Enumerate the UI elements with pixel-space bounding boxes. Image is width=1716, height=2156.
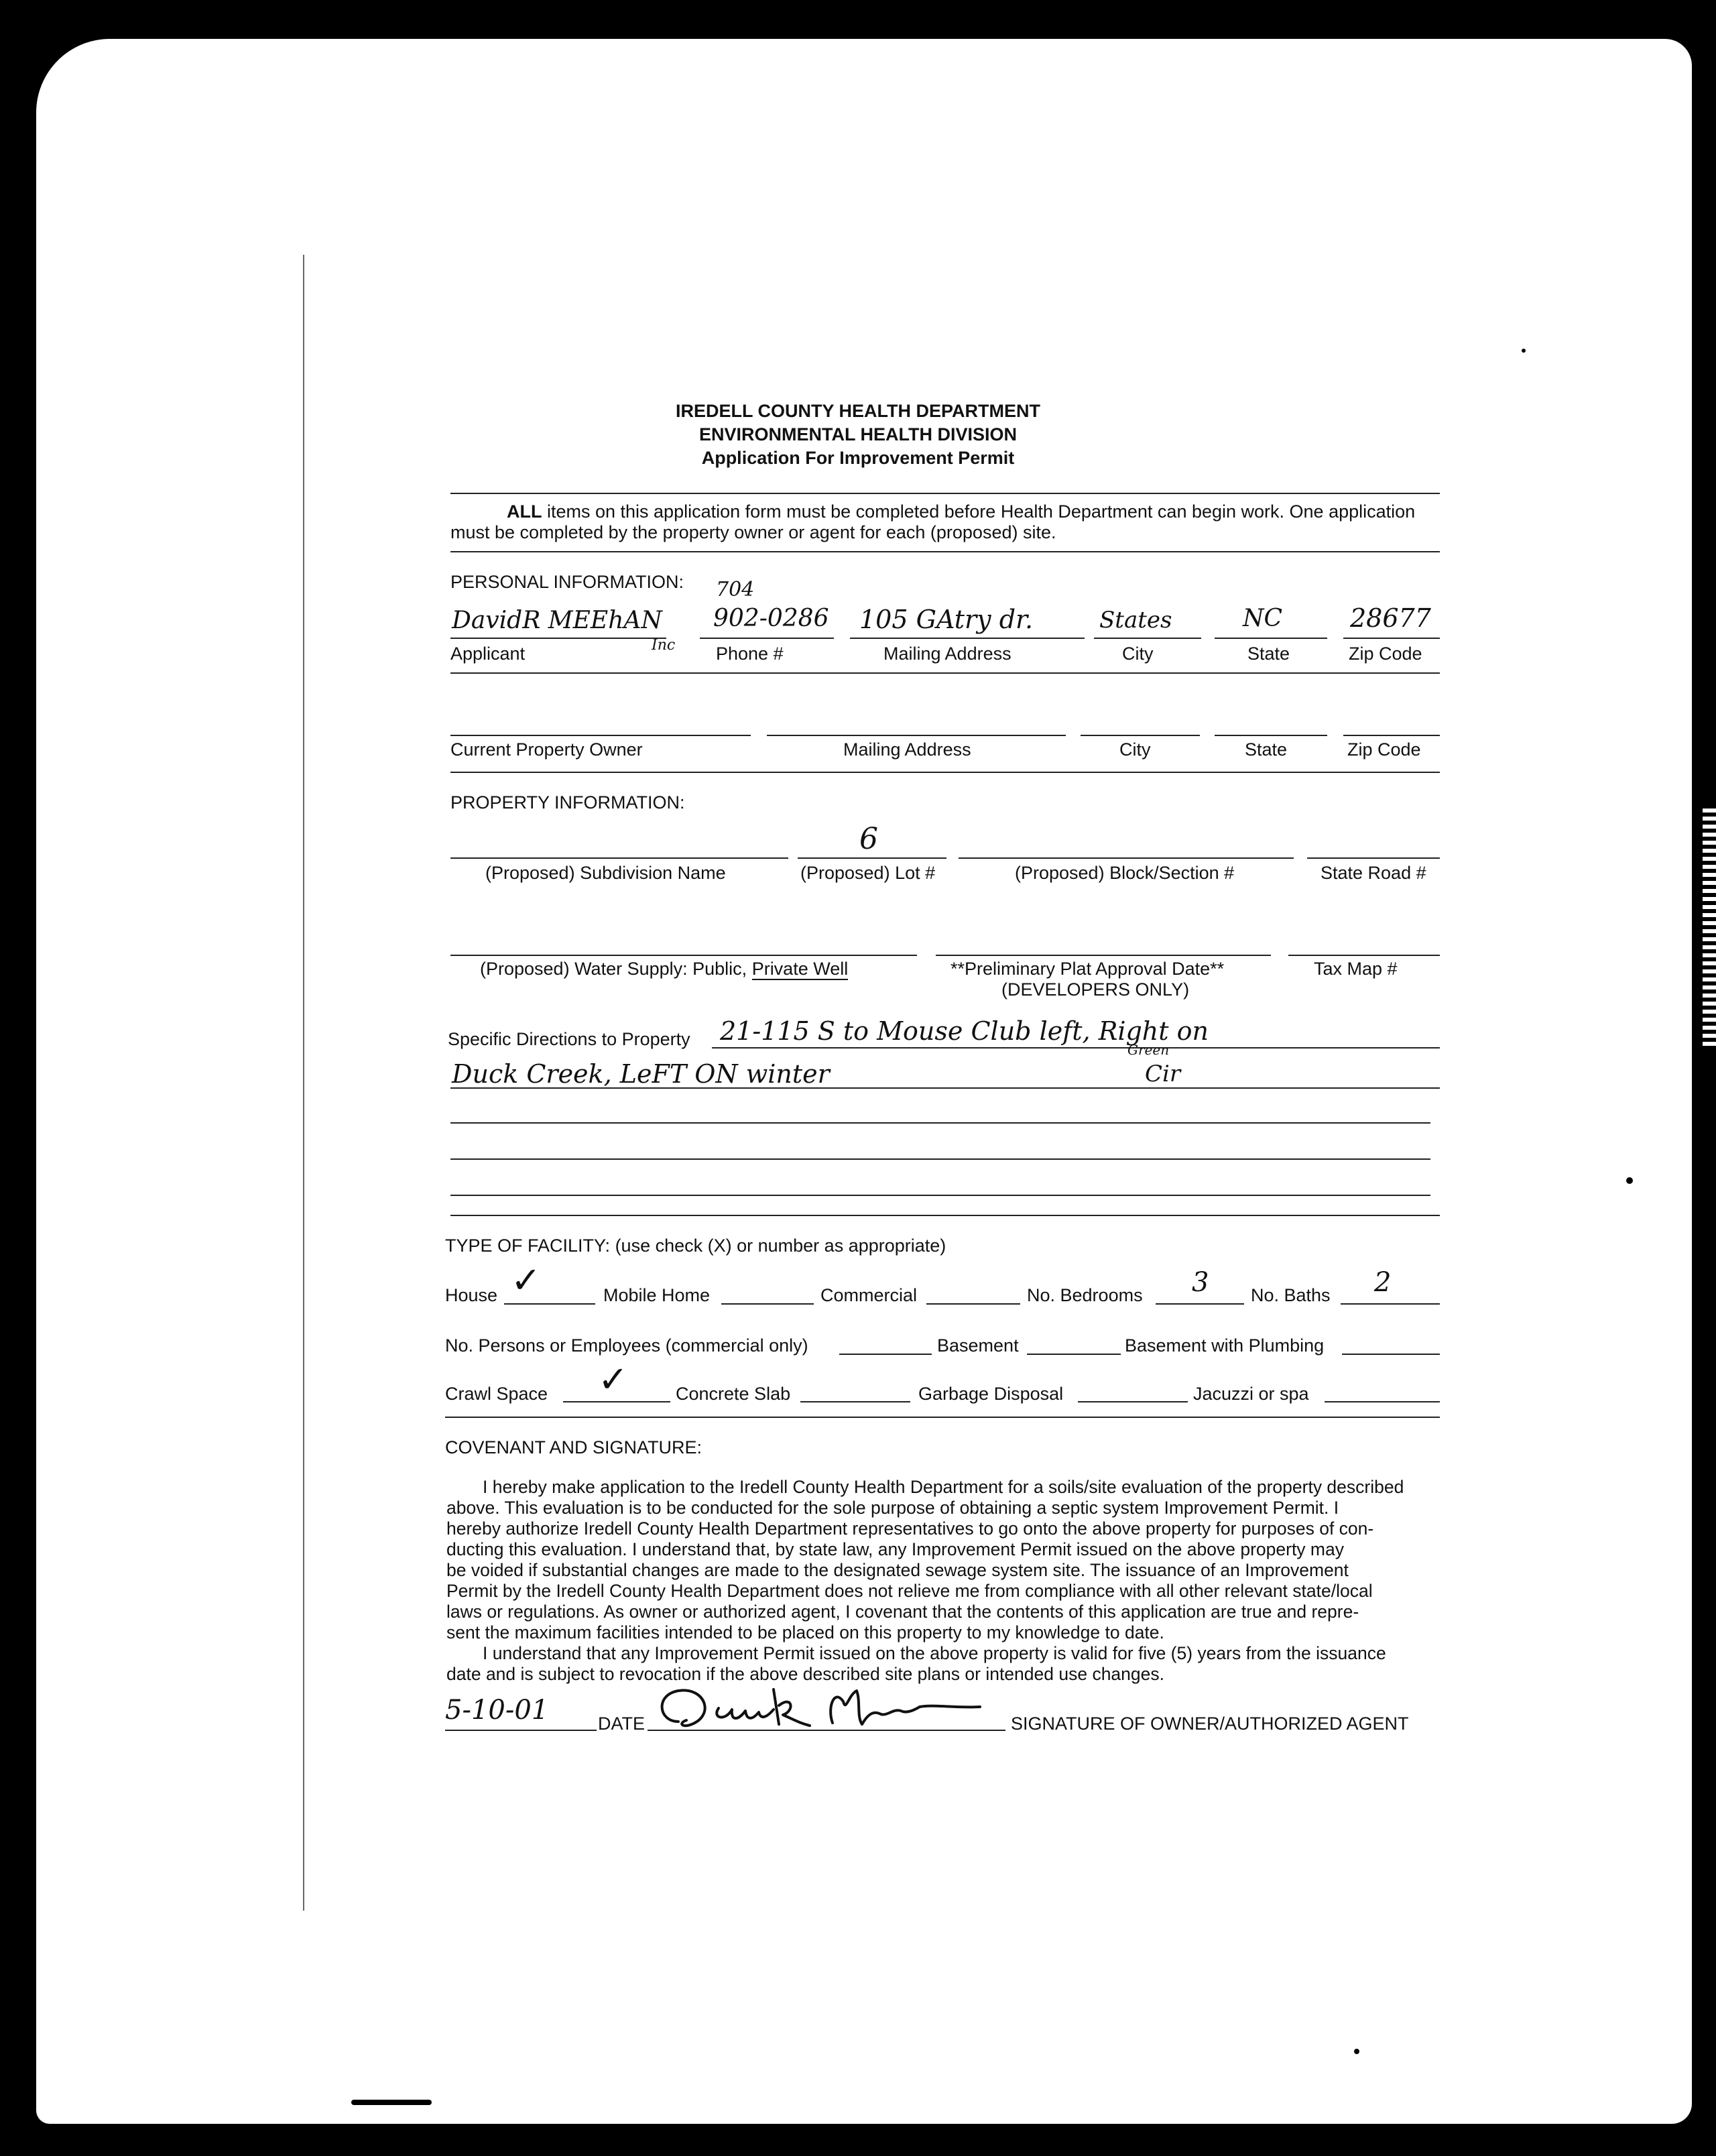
lot-value: 6 bbox=[859, 822, 878, 856]
intro-bold: ALL bbox=[507, 501, 542, 522]
garbage-disposal-underline bbox=[1078, 1401, 1188, 1402]
directions-underline-6 bbox=[450, 1215, 1440, 1216]
owner-row-rule bbox=[450, 772, 1440, 773]
mobile-home-underline bbox=[721, 1303, 814, 1305]
jacuzzi-underline bbox=[1325, 1401, 1440, 1402]
directions-underline-1 bbox=[712, 1047, 1440, 1049]
date-underline bbox=[445, 1730, 597, 1731]
owner-signature bbox=[652, 1681, 987, 1738]
covenant-paragraph-line-8: sent the maximum facilities intended to be placed on this property to my knowledge to date. bbox=[446, 1622, 1164, 1642]
phone-label: Phone # bbox=[716, 644, 784, 664]
subdivision-label: (Proposed) Subdivision Name bbox=[485, 863, 726, 883]
block-underline bbox=[959, 857, 1294, 859]
form-title-line-1: IREDELL COUNTY HEALTH DEPARTMENT bbox=[675, 401, 1040, 421]
state-value: NC bbox=[1243, 605, 1283, 632]
baths-label: No. Baths bbox=[1251, 1285, 1331, 1305]
water-supply-private-well: Private Well bbox=[751, 959, 849, 979]
directions-line-2: Duck Creek, LeFT ON winter bbox=[452, 1059, 830, 1089]
tax-map-underline bbox=[1288, 955, 1440, 956]
covenant-paragraph-line-10: date and is subject to revocation if the above described site plans or intended use changes. bbox=[446, 1664, 1164, 1684]
jacuzzi-label: Jacuzzi or spa bbox=[1193, 1384, 1309, 1404]
page-left-edge-line bbox=[303, 255, 304, 1911]
covenant-paragraph-line-6: Permit by the Iredell County Health Department does not relieve me from compliance with all other relevant state/local bbox=[446, 1581, 1373, 1601]
city-label: City bbox=[1122, 644, 1154, 664]
owner-state-underline bbox=[1215, 735, 1327, 736]
signature-label: SIGNATURE OF OWNER/AUTHORIZED AGENT bbox=[1011, 1714, 1409, 1734]
baths-underline bbox=[1341, 1303, 1440, 1305]
water-underline bbox=[450, 955, 917, 956]
facility-heading-text: TYPE OF FACILITY: bbox=[445, 1236, 611, 1256]
personal-info-heading: PERSONAL INFORMATION: bbox=[450, 572, 684, 592]
owner-zip-label: Zip Code bbox=[1347, 739, 1421, 760]
garbage-disposal-label: Garbage Disposal bbox=[918, 1384, 1064, 1404]
baths-value: 2 bbox=[1374, 1267, 1392, 1298]
bedrooms-underline bbox=[1156, 1303, 1244, 1305]
scan-streak bbox=[351, 2100, 432, 2105]
house-underline bbox=[504, 1303, 595, 1305]
block-label: (Proposed) Block/Section # bbox=[1015, 863, 1235, 883]
owner-city-underline bbox=[1081, 735, 1200, 736]
zip-value: 28677 bbox=[1350, 603, 1431, 633]
owner-address-underline bbox=[767, 735, 1066, 736]
date-label: DATE bbox=[598, 1714, 646, 1734]
intro-rule bbox=[450, 551, 1440, 552]
covenant-paragraph-line-2: above. This evaluation is to be conducted for the sole purpose of obtaining a septic system Improvement Permit. I bbox=[446, 1498, 1339, 1518]
zip-underline bbox=[1343, 638, 1440, 639]
form-title-line-3: Application For Improvement Permit bbox=[701, 448, 1015, 468]
lot-underline bbox=[798, 857, 946, 859]
lot-label: (Proposed) Lot # bbox=[800, 863, 936, 883]
covenant-paragraph-line-1: I hereby make application to the Iredell County Health Department for a soils/site evaluation of the property described bbox=[483, 1477, 1404, 1497]
current-owner-label: Current Property Owner bbox=[450, 739, 643, 760]
water-supply-label bbox=[480, 959, 848, 979]
directions-underline-5 bbox=[450, 1195, 1430, 1196]
house-check-value: ✓ bbox=[511, 1259, 542, 1301]
crawl-space-label: Crawl Space bbox=[445, 1384, 548, 1404]
covenant-paragraph-line-9: I understand that any Improvement Permit issued on the above property is valid for five (5) years from the issuance bbox=[483, 1643, 1386, 1663]
owner-state-label: State bbox=[1245, 739, 1288, 760]
owner-underline bbox=[450, 735, 751, 736]
bedrooms-value: 3 bbox=[1192, 1267, 1209, 1298]
state-underline bbox=[1215, 638, 1327, 639]
state-label: State bbox=[1247, 644, 1290, 664]
state-road-label: State Road # bbox=[1321, 863, 1426, 883]
crawl-space-check-value: ✓ bbox=[598, 1358, 629, 1400]
city-value: States bbox=[1099, 607, 1172, 634]
mobile-home-label: Mobile Home bbox=[603, 1285, 711, 1305]
persons-underline bbox=[839, 1354, 932, 1355]
applicant-row-rule bbox=[450, 672, 1440, 674]
directions-label: Specific Directions to Property bbox=[448, 1029, 690, 1049]
plat-approval-label: **Preliminary Plat Approval Date** bbox=[951, 959, 1225, 979]
applicant-underline bbox=[450, 638, 666, 639]
concrete-slab-label: Concrete Slab bbox=[676, 1384, 791, 1404]
directions-line-1: 21-115 S to Mouse Club left, Right on bbox=[720, 1016, 1209, 1046]
paper-sheet bbox=[36, 39, 1692, 2124]
covenant-paragraph-line-4: ducting this evaluation. I understand that, by state law, any Improvement Permit issued on the above property may bbox=[446, 1539, 1344, 1559]
phone-underline bbox=[700, 638, 834, 639]
persons-label: No. Persons or Employees (commercial only) bbox=[445, 1335, 808, 1356]
applicant-label: Applicant bbox=[450, 644, 526, 664]
covenant-heading: COVENANT AND SIGNATURE: bbox=[445, 1437, 702, 1457]
tax-map-label: Tax Map # bbox=[1314, 959, 1398, 979]
crawl-space-underline bbox=[563, 1401, 670, 1402]
state-road-underline bbox=[1307, 857, 1440, 859]
owner-city-label: City bbox=[1119, 739, 1151, 760]
directions-underline-4 bbox=[450, 1158, 1430, 1160]
basement-plumbing-underline bbox=[1342, 1354, 1440, 1355]
intro-line-2: must be completed by the property owner or agent for each (proposed) site. bbox=[450, 522, 1056, 542]
commercial-underline bbox=[926, 1303, 1020, 1305]
water-supply-prefix: (Proposed) Water Supply: Public, bbox=[480, 959, 752, 979]
developers-only-label: (DEVELOPERS ONLY) bbox=[1001, 979, 1190, 1000]
form-title-line-2: ENVIRONMENTAL HEALTH DIVISION bbox=[698, 424, 1018, 444]
concrete-slab-underline bbox=[800, 1401, 910, 1402]
area-code-value: 704 bbox=[716, 578, 755, 601]
directions-underline-3 bbox=[450, 1122, 1430, 1124]
plat-underline bbox=[936, 955, 1271, 956]
owner-zip-underline bbox=[1343, 735, 1440, 736]
basement-plumbing-label: Basement with Plumbing bbox=[1125, 1335, 1325, 1356]
applicant-note-value: Inc bbox=[652, 637, 676, 654]
facility-bottom-rule bbox=[445, 1417, 1440, 1418]
covenant-paragraph-line-3: hereby authorize Iredell County Health Department representatives to go onto the above property for purposes of con- bbox=[446, 1518, 1374, 1539]
scan-speck bbox=[1522, 349, 1526, 353]
owner-mailing-address-label: Mailing Address bbox=[843, 739, 971, 760]
intro-line-1 bbox=[507, 501, 1415, 522]
house-label: House bbox=[445, 1285, 498, 1305]
applicant-value: DavidR MEEhAN bbox=[452, 607, 662, 634]
subdivision-underline bbox=[450, 857, 788, 859]
covenant-paragraph-line-5: be voided if substantial changes are made to the designated sewage system site. The issuance of an Improvement bbox=[446, 1560, 1349, 1580]
intro-line-1-text: items on this application form must be completed before Health Department can begin work. One application bbox=[542, 501, 1416, 522]
header-rule bbox=[450, 493, 1440, 494]
mailing-address-label: Mailing Address bbox=[883, 644, 1012, 664]
address-underline bbox=[850, 638, 1085, 639]
zip-label: Zip Code bbox=[1349, 644, 1422, 664]
property-info-heading: PROPERTY INFORMATION: bbox=[450, 792, 685, 813]
facility-heading bbox=[445, 1236, 946, 1256]
bedrooms-label: No. Bedrooms bbox=[1027, 1285, 1143, 1305]
basement-underline bbox=[1027, 1354, 1121, 1355]
mailing-address-value: 105 GAtry dr. bbox=[859, 605, 1034, 634]
basement-label: Basement bbox=[937, 1335, 1019, 1356]
directions-underline-2 bbox=[450, 1087, 1440, 1089]
covenant-paragraph-line-7: laws or regulations. As owner or authorized agent, I covenant that the contents of this application are true and repre- bbox=[446, 1602, 1359, 1622]
directions-insert: Green bbox=[1127, 1042, 1170, 1058]
city-underline bbox=[1094, 638, 1201, 639]
date-value: 5-10-01 bbox=[445, 1695, 549, 1726]
scan-edge-noise bbox=[1703, 804, 1716, 1046]
scan-speck bbox=[1354, 2049, 1359, 2054]
directions-end: Cir bbox=[1145, 1061, 1181, 1087]
commercial-label: Commercial bbox=[820, 1285, 918, 1305]
facility-heading-note: (use check (X) or number as appropriate) bbox=[610, 1236, 946, 1256]
scan-speck bbox=[1626, 1177, 1633, 1184]
phone-value: 902-0286 bbox=[713, 605, 829, 632]
